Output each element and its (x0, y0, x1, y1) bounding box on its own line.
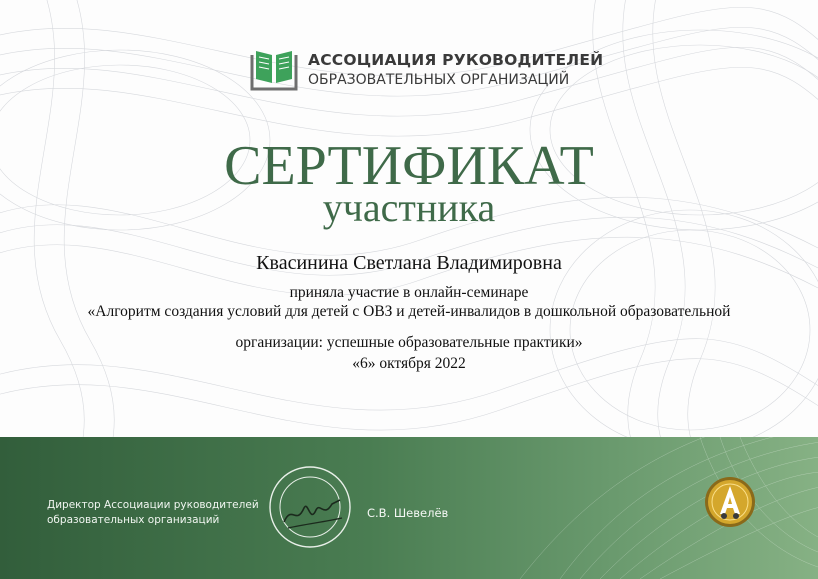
certificate-subtitle: участника (322, 185, 496, 230)
seminar-date: «6» октября 2022 (352, 355, 466, 372)
organization-name-line1: АССОЦИАЦИЯ РУКОВОДИТЕЛЕЙ (308, 51, 604, 69)
director-caption-line1: Директор Ассоциации руководителей (47, 499, 259, 511)
organization-logo (250, 47, 604, 91)
director-caption (47, 498, 259, 528)
certificate-title: СЕРТИФИКАТ (224, 135, 594, 197)
round-stamp-with-signature-icon (266, 464, 354, 550)
organization-name-line2: ОБРАЗОВАТЕЛЬНЫХ ОРГАНИЗАЦИЙ (308, 72, 570, 88)
seminar-topic-line1: «Алгоритм создания условий для детей с ОВЗ и детей-инвалидов в дошкольной образовательной (87, 303, 731, 320)
signer-name: С.В. Шевелёв (367, 506, 449, 520)
book-frame-logo-icon (250, 47, 298, 91)
director-caption-line2: образовательных организаций (47, 514, 220, 527)
gold-medal-emblem-icon (704, 476, 756, 528)
recipient-name: Квасинина Светлана Владимировна (256, 252, 562, 274)
participation-text: приняла участие в онлайн-семинаре (289, 284, 529, 301)
seminar-topic-line2: организации: успешные образовательные практики» (235, 334, 583, 351)
